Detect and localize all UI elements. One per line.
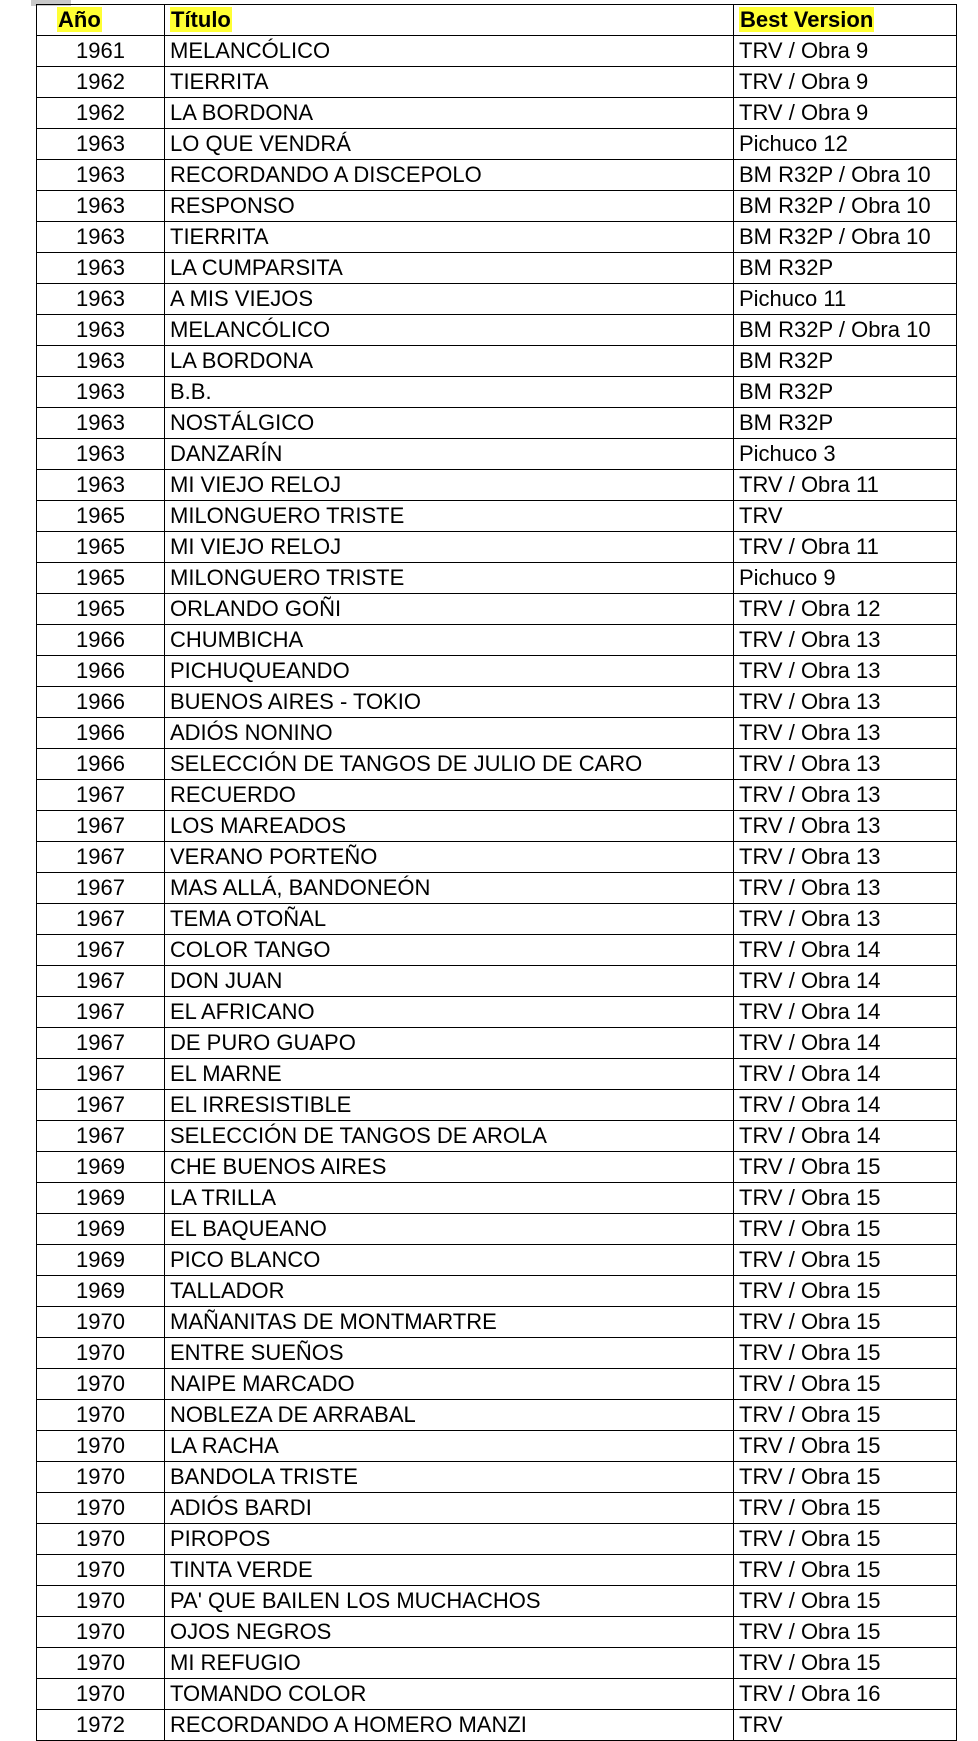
- year-cell: 1963: [37, 160, 165, 191]
- version-cell: TRV / Obra 15: [734, 1338, 957, 1369]
- title-cell: DE PURO GUAPO: [165, 1028, 734, 1059]
- title-cell: EL MARNE: [165, 1059, 734, 1090]
- year-cell: 1966: [37, 687, 165, 718]
- year-cell: 1965: [37, 501, 165, 532]
- version-cell: Pichuco 3: [734, 439, 957, 470]
- year-cell: 1966: [37, 625, 165, 656]
- year-cell: 1970: [37, 1524, 165, 1555]
- title-cell: MELANCÓLICO: [165, 36, 734, 67]
- table-row: [37, 1245, 957, 1276]
- year-cell: 1967: [37, 1028, 165, 1059]
- title-cell: VERANO PORTEÑO: [165, 842, 734, 873]
- table-row: [37, 1028, 957, 1059]
- year-cell: 1970: [37, 1369, 165, 1400]
- table-row: [37, 842, 957, 873]
- title-cell: A MIS VIEJOS: [165, 284, 734, 315]
- version-cell: Pichuco 9: [734, 563, 957, 594]
- title-cell: DANZARÍN: [165, 439, 734, 470]
- year-cell: 1970: [37, 1493, 165, 1524]
- title-cell: MELANCÓLICO: [165, 315, 734, 346]
- version-cell: TRV / Obra 15: [734, 1493, 957, 1524]
- year-cell: 1970: [37, 1586, 165, 1617]
- title-cell: LA BORDONA: [165, 346, 734, 377]
- year-cell: 1967: [37, 997, 165, 1028]
- year-cell: 1970: [37, 1462, 165, 1493]
- version-cell: TRV / Obra 9: [734, 36, 957, 67]
- version-cell: TRV / Obra 15: [734, 1245, 957, 1276]
- title-cell: LOS MAREADOS: [165, 811, 734, 842]
- table-row: [37, 67, 957, 98]
- year-cell: 1963: [37, 315, 165, 346]
- title-cell: MILONGUERO TRISTE: [165, 563, 734, 594]
- title-cell: LA RACHA: [165, 1431, 734, 1462]
- version-cell: TRV / Obra 14: [734, 966, 957, 997]
- title-cell: PICHUQUEANDO: [165, 656, 734, 687]
- table-row: [37, 377, 957, 408]
- year-cell: 1967: [37, 1090, 165, 1121]
- version-cell: TRV / Obra 13: [734, 749, 957, 780]
- title-cell: RECORDANDO A HOMERO MANZI: [165, 1710, 734, 1741]
- title-cell: CHUMBICHA: [165, 625, 734, 656]
- table-row: [37, 501, 957, 532]
- version-cell: TRV / Obra 15: [734, 1369, 957, 1400]
- year-cell: 1966: [37, 656, 165, 687]
- table-row: [37, 408, 957, 439]
- version-cell: TRV / Obra 15: [734, 1183, 957, 1214]
- header-version-label: Best Version: [740, 7, 874, 32]
- year-cell: 1963: [37, 377, 165, 408]
- year-cell: 1967: [37, 811, 165, 842]
- version-cell: BM R32P / Obra 10: [734, 160, 957, 191]
- year-cell: 1967: [37, 904, 165, 935]
- title-cell: LO QUE VENDRÁ: [165, 129, 734, 160]
- table-row: [37, 1462, 957, 1493]
- table-row: [37, 1431, 957, 1462]
- title-cell: B.B.: [165, 377, 734, 408]
- table-row: [37, 532, 957, 563]
- title-cell: NOSTÁLGICO: [165, 408, 734, 439]
- table-row: [37, 935, 957, 966]
- version-cell: TRV / Obra 9: [734, 98, 957, 129]
- version-cell: TRV / Obra 15: [734, 1431, 957, 1462]
- title-cell: MILONGUERO TRISTE: [165, 501, 734, 532]
- year-cell: 1970: [37, 1431, 165, 1462]
- title-cell: DON JUAN: [165, 966, 734, 997]
- version-cell: TRV / Obra 14: [734, 1028, 957, 1059]
- table-row: [37, 687, 957, 718]
- table-row: [37, 1679, 957, 1710]
- table-row: [37, 160, 957, 191]
- version-cell: Pichuco 12: [734, 129, 957, 160]
- year-cell: 1970: [37, 1555, 165, 1586]
- title-cell: RESPONSO: [165, 191, 734, 222]
- year-cell: 1963: [37, 253, 165, 284]
- version-cell: TRV / Obra 14: [734, 1059, 957, 1090]
- table-row: [37, 1152, 957, 1183]
- version-cell: TRV / Obra 11: [734, 470, 957, 501]
- version-cell: BM R32P: [734, 377, 957, 408]
- title-cell: PIROPOS: [165, 1524, 734, 1555]
- title-cell: TINTA VERDE: [165, 1555, 734, 1586]
- version-cell: TRV / Obra 13: [734, 625, 957, 656]
- table-row: [37, 1121, 957, 1152]
- table-row: [37, 1524, 957, 1555]
- table-row: [37, 315, 957, 346]
- year-cell: 1963: [37, 470, 165, 501]
- version-cell: TRV / Obra 14: [734, 997, 957, 1028]
- version-cell: TRV / Obra 13: [734, 718, 957, 749]
- table-row: [37, 191, 957, 222]
- table-row: [37, 718, 957, 749]
- title-cell: TALLADOR: [165, 1276, 734, 1307]
- year-cell: 1970: [37, 1679, 165, 1710]
- version-cell: TRV / Obra 14: [734, 1090, 957, 1121]
- column-header-title: [165, 5, 734, 36]
- table-row: [37, 1710, 957, 1741]
- title-cell: TIERRITA: [165, 67, 734, 98]
- version-cell: TRV / Obra 13: [734, 687, 957, 718]
- table-body: [37, 36, 957, 1741]
- year-cell: 1967: [37, 780, 165, 811]
- year-cell: 1966: [37, 718, 165, 749]
- year-cell: 1967: [37, 1121, 165, 1152]
- title-cell: ADIÓS NONINO: [165, 718, 734, 749]
- version-cell: TRV / Obra 15: [734, 1152, 957, 1183]
- version-cell: TRV / Obra 16: [734, 1679, 957, 1710]
- year-cell: 1969: [37, 1276, 165, 1307]
- version-cell: TRV / Obra 15: [734, 1400, 957, 1431]
- year-cell: 1961: [37, 36, 165, 67]
- title-cell: MI VIEJO RELOJ: [165, 470, 734, 501]
- table-row: [37, 1648, 957, 1679]
- version-cell: TRV / Obra 15: [734, 1462, 957, 1493]
- version-cell: TRV / Obra 15: [734, 1524, 957, 1555]
- title-cell: LA CUMPARSITA: [165, 253, 734, 284]
- title-cell: BUENOS AIRES - TOKIO: [165, 687, 734, 718]
- title-cell: COLOR TANGO: [165, 935, 734, 966]
- table-row: [37, 1338, 957, 1369]
- year-cell: 1963: [37, 346, 165, 377]
- table-row: [37, 98, 957, 129]
- title-cell: RECUERDO: [165, 780, 734, 811]
- version-cell: TRV / Obra 15: [734, 1276, 957, 1307]
- version-cell: TRV / Obra 15: [734, 1617, 957, 1648]
- title-cell: EL BAQUEANO: [165, 1214, 734, 1245]
- year-cell: 1962: [37, 67, 165, 98]
- table-row: [37, 749, 957, 780]
- table-row: [37, 439, 957, 470]
- table-row: [37, 1059, 957, 1090]
- column-header-version: [734, 5, 957, 36]
- year-cell: 1970: [37, 1617, 165, 1648]
- header-year-label: Año: [58, 7, 101, 32]
- version-cell: TRV / Obra 15: [734, 1648, 957, 1679]
- table-row: [37, 780, 957, 811]
- version-cell: BM R32P / Obra 10: [734, 222, 957, 253]
- year-cell: 1969: [37, 1152, 165, 1183]
- table-row: [37, 284, 957, 315]
- year-cell: 1970: [37, 1307, 165, 1338]
- year-cell: 1965: [37, 594, 165, 625]
- year-cell: 1972: [37, 1710, 165, 1741]
- year-cell: 1970: [37, 1338, 165, 1369]
- year-cell: 1967: [37, 1059, 165, 1090]
- year-cell: 1967: [37, 842, 165, 873]
- year-cell: 1963: [37, 408, 165, 439]
- table-row: [37, 470, 957, 501]
- version-cell: BM R32P / Obra 10: [734, 191, 957, 222]
- title-cell: SELECCIÓN DE TANGOS DE AROLA: [165, 1121, 734, 1152]
- recordings-table: [36, 4, 957, 1741]
- version-cell: BM R32P: [734, 346, 957, 377]
- title-cell: RECORDANDO A DISCEPOLO: [165, 160, 734, 191]
- title-cell: MI VIEJO RELOJ: [165, 532, 734, 563]
- table-row: [37, 966, 957, 997]
- table-row: [37, 1400, 957, 1431]
- version-cell: TRV / Obra 15: [734, 1555, 957, 1586]
- table-row: [37, 625, 957, 656]
- version-cell: TRV / Obra 13: [734, 811, 957, 842]
- header-row: [37, 5, 957, 36]
- table-row: [37, 1090, 957, 1121]
- year-cell: 1965: [37, 532, 165, 563]
- table-row: [37, 997, 957, 1028]
- table-row: [37, 129, 957, 160]
- version-cell: TRV / Obra 13: [734, 656, 957, 687]
- table-row: [37, 563, 957, 594]
- version-cell: Pichuco 11: [734, 284, 957, 315]
- title-cell: ENTRE SUEÑOS: [165, 1338, 734, 1369]
- table-row: [37, 1555, 957, 1586]
- version-cell: TRV / Obra 15: [734, 1307, 957, 1338]
- year-cell: 1963: [37, 191, 165, 222]
- version-cell: TRV / Obra 14: [734, 1121, 957, 1152]
- table-row: [37, 656, 957, 687]
- table-row: [37, 1493, 957, 1524]
- table-row: [37, 1307, 957, 1338]
- version-cell: TRV / Obra 13: [734, 842, 957, 873]
- version-cell: TRV / Obra 13: [734, 780, 957, 811]
- table-row: [37, 1214, 957, 1245]
- year-cell: 1967: [37, 873, 165, 904]
- year-cell: 1970: [37, 1648, 165, 1679]
- title-cell: MI REFUGIO: [165, 1648, 734, 1679]
- version-cell: TRV / Obra 15: [734, 1214, 957, 1245]
- header-title-label: Título: [171, 7, 231, 32]
- table-row: [37, 222, 957, 253]
- column-header-year: [37, 5, 165, 36]
- year-cell: 1970: [37, 1400, 165, 1431]
- version-cell: TRV / Obra 12: [734, 594, 957, 625]
- year-cell: 1969: [37, 1183, 165, 1214]
- year-cell: 1963: [37, 439, 165, 470]
- version-cell: TRV / Obra 13: [734, 873, 957, 904]
- version-cell: TRV / Obra 14: [734, 935, 957, 966]
- year-cell: 1967: [37, 935, 165, 966]
- title-cell: SELECCIÓN DE TANGOS DE JULIO DE CARO: [165, 749, 734, 780]
- title-cell: NAIPE MARCADO: [165, 1369, 734, 1400]
- year-cell: 1963: [37, 284, 165, 315]
- table-row: [37, 873, 957, 904]
- title-cell: TIERRITA: [165, 222, 734, 253]
- title-cell: ADIÓS BARDI: [165, 1493, 734, 1524]
- table-row: [37, 1276, 957, 1307]
- version-cell: TRV / Obra 9: [734, 67, 957, 98]
- title-cell: BANDOLA TRISTE: [165, 1462, 734, 1493]
- table-row: [37, 1369, 957, 1400]
- version-cell: TRV / Obra 13: [734, 904, 957, 935]
- version-cell: TRV / Obra 11: [734, 532, 957, 563]
- table-row: [37, 346, 957, 377]
- version-cell: TRV: [734, 501, 957, 532]
- table-row: [37, 1617, 957, 1648]
- table-row: [37, 1183, 957, 1214]
- title-cell: CHE BUENOS AIRES: [165, 1152, 734, 1183]
- title-cell: EL IRRESISTIBLE: [165, 1090, 734, 1121]
- title-cell: MAS ALLÁ, BANDONEÓN: [165, 873, 734, 904]
- year-cell: 1969: [37, 1214, 165, 1245]
- table-row: [37, 1586, 957, 1617]
- year-cell: 1962: [37, 98, 165, 129]
- title-cell: TOMANDO COLOR: [165, 1679, 734, 1710]
- title-cell: ORLANDO GOÑI: [165, 594, 734, 625]
- title-cell: MAÑANITAS DE MONTMARTRE: [165, 1307, 734, 1338]
- title-cell: LA TRILLA: [165, 1183, 734, 1214]
- version-cell: BM R32P: [734, 253, 957, 284]
- table-row: [37, 36, 957, 67]
- title-cell: PA' QUE BAILEN LOS MUCHACHOS: [165, 1586, 734, 1617]
- year-cell: 1963: [37, 222, 165, 253]
- title-cell: TEMA OTOÑAL: [165, 904, 734, 935]
- version-cell: TRV: [734, 1710, 957, 1741]
- version-cell: BM R32P / Obra 10: [734, 315, 957, 346]
- year-cell: 1965: [37, 563, 165, 594]
- year-cell: 1969: [37, 1245, 165, 1276]
- year-cell: 1966: [37, 749, 165, 780]
- title-cell: NOBLEZA DE ARRABAL: [165, 1400, 734, 1431]
- table-row: [37, 253, 957, 284]
- version-cell: BM R32P: [734, 408, 957, 439]
- year-cell: 1963: [37, 129, 165, 160]
- table-row: [37, 904, 957, 935]
- table-row: [37, 811, 957, 842]
- version-cell: TRV / Obra 15: [734, 1586, 957, 1617]
- title-cell: OJOS NEGROS: [165, 1617, 734, 1648]
- title-cell: EL AFRICANO: [165, 997, 734, 1028]
- title-cell: LA BORDONA: [165, 98, 734, 129]
- table-row: [37, 594, 957, 625]
- title-cell: PICO BLANCO: [165, 1245, 734, 1276]
- year-cell: 1967: [37, 966, 165, 997]
